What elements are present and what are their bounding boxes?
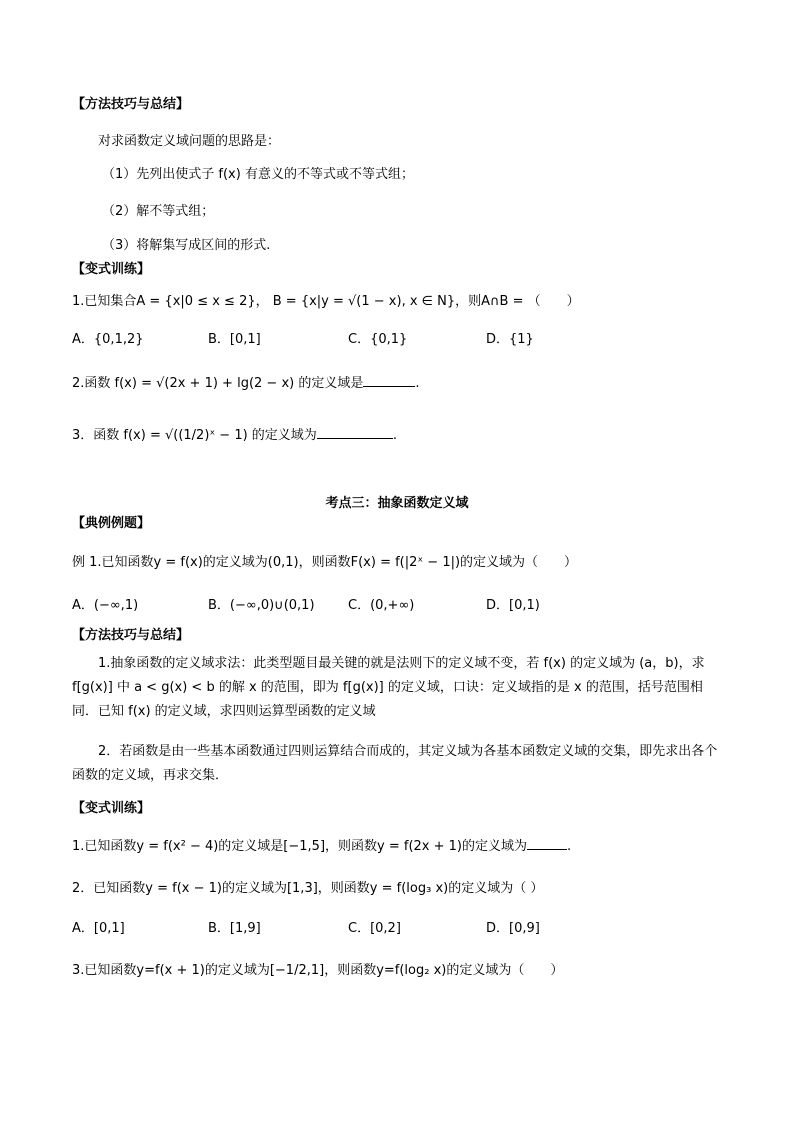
topic-3-title: 考点三：抽象函数定义域 xyxy=(325,496,469,511)
summary-step-1: （1）先列出使式子 f(x) 有意义的不等式或不等式组； xyxy=(102,167,414,182)
example-1-option-c: C．(0,+∞) xyxy=(348,598,415,613)
answer-blank xyxy=(363,373,415,387)
exercise-2-1 xyxy=(72,836,571,856)
exercise-2-2: 2．已知函数y = f(x − 1)的定义域为[1,3]，则函数y = f(log₃ x)的定义域为（ ） xyxy=(72,881,544,896)
exercise-2-text: 2.函数 f(x) = √(2x + 1) + lg(2 − x) 的定义域是 xyxy=(72,376,364,391)
exercise-3-end: . xyxy=(392,428,397,443)
exercise-1-option-b: B．[0,1] xyxy=(208,332,261,347)
summary-intro: 对求函数定义域问题的思路是： xyxy=(98,134,281,149)
summary-step-2: （2）解不等式组； xyxy=(102,204,215,219)
example-1-option-b: B．(−∞,0)∪(0,1) xyxy=(208,598,315,613)
exercise-2-1-end: . xyxy=(566,839,572,854)
method-paragraph-2: 2．若函数是由一些基本函数通过四则运算结合而成的，其定义域为各基本函数定义域的交集，即先求出各个函数的定义域，再求交集． xyxy=(72,744,718,783)
summary-step-3: （3）将解集写成区间的形式. xyxy=(102,238,271,253)
answer-blank xyxy=(317,425,393,439)
exercise-3 xyxy=(72,425,397,445)
method-paragraph-1: 1.抽象函数的定义域求法：此类型题目最关键的就是法则下的定义域不变，若 f(x) 的定义域为 (a，b)，求 f[g(x)] 中 a < g(x) < b 的解 x 的范围，即为 f[g(x)] 的定义域，口诀：定义域指的是 x 的范围，括号范围相同．已知 f(x) 的定义域，求四则运算型函数的定义域 xyxy=(72,656,705,719)
variant-training-heading-1: 【变式训练】 xyxy=(72,262,151,277)
typical-example-heading: 【典例例题】 xyxy=(72,516,151,531)
example-1-option-a: A．(−∞,1) xyxy=(72,598,139,613)
exercise-1-option-c: C．{0,1} xyxy=(348,332,408,347)
exercise-2-end: . xyxy=(415,376,420,391)
exercise-1-option-d: D．{1} xyxy=(486,332,534,347)
example-1: 例 1.已知函数y = f(x)的定义域为(0,1)，则函数F(x) = f(|2ˣ − 1|)的定义域为（ ） xyxy=(72,555,578,570)
exercise-2 xyxy=(72,373,420,393)
exercise-2-2-option-a: A．[0,1] xyxy=(72,921,125,936)
exercise-2-2-option-d: D．[0,9] xyxy=(486,921,540,936)
exercise-2-1-text: 1.已知函数y = f(x² − 4)的定义域是[−1,5]，则函数y = f(2x + 1)的定义域为 xyxy=(72,839,527,854)
method-summary-heading-2: 【方法技巧与总结】 xyxy=(72,628,190,643)
exercise-1-option-a: A．{0,1,2} xyxy=(72,332,144,347)
exercise-2-2-option-b: B．[1,9] xyxy=(208,921,261,936)
example-1-option-d: D．[0,1) xyxy=(486,598,540,613)
exercise-1: 1.已知集合A = {x|0 ≤ x ≤ 2}， B = {x|y = √(1 − x), x ∈ N}，则A∩B = （ ） xyxy=(72,294,580,309)
exercise-2-2-option-c: C．[0,2] xyxy=(348,921,401,936)
exercise-2-3: 3.已知函数y=f(x + 1)的定义域为[−1/2,1]，则函数y=f(log₂ x)的定义域为（ ） xyxy=(72,963,564,978)
method-summary-heading-1: 【方法技巧与总结】 xyxy=(72,97,190,112)
exercise-3-text: 3．函数 f(x) = √((1/2)ˣ − 1) 的定义域为 xyxy=(72,428,317,443)
answer-blank xyxy=(527,836,567,850)
variant-training-heading-2: 【变式训练】 xyxy=(72,801,151,816)
